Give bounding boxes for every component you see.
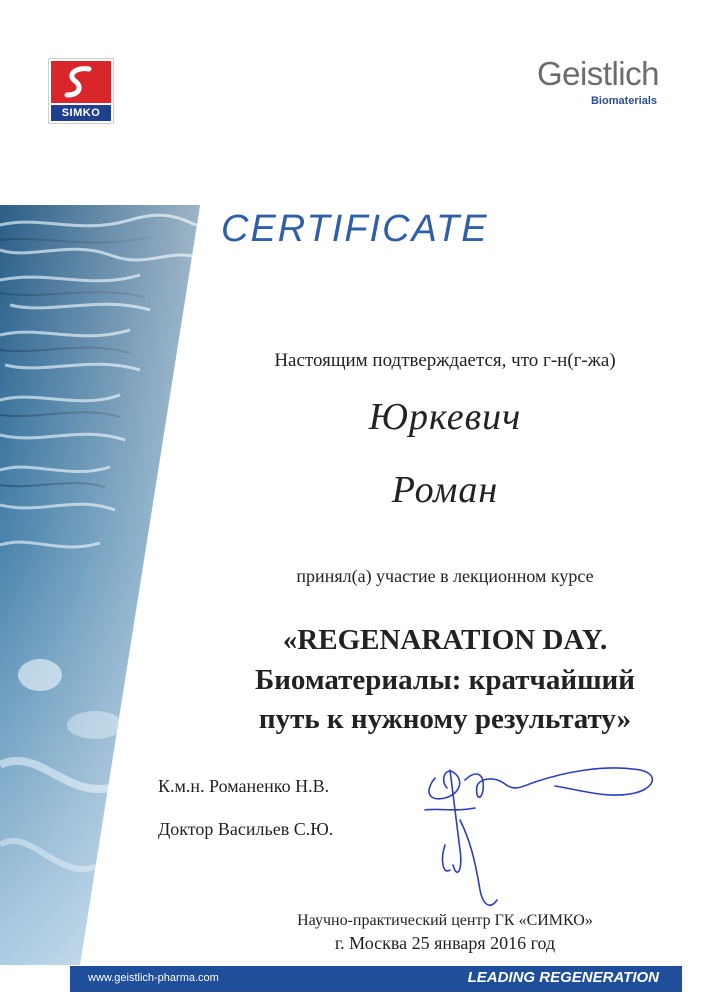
simko-logo [48, 58, 114, 124]
organization-text: Научно-практический центр ГК «СИМКО» [297, 912, 593, 929]
biomaterial-microscopy-image [0, 205, 205, 965]
signer-1: К.м.н. Романенко Н.В. [158, 776, 330, 796]
handwritten-signature [405, 750, 665, 920]
participated-text: принял(а) участие в лекционном курсе [296, 566, 594, 586]
confirm-text: Настоящим подтверждается, что г-н(г-жа) [274, 350, 616, 371]
place-date-text: г. Москва 25 января 2016 год [334, 933, 556, 953]
footer-url: www.geistlich-pharma.com [88, 972, 219, 984]
course-title-line-3: путь к нужному результату» [258, 703, 632, 735]
geistlich-logo-sub: Biomaterials [590, 95, 657, 107]
geistlich-logo-name: Geistlich [536, 55, 659, 92]
simko-s-icon [51, 61, 111, 103]
certificate-title: CERTIFICATE [221, 208, 489, 250]
recipient-first-name: Роман [391, 469, 499, 511]
footer-slogan: LEADING REGENERATION [467, 969, 659, 986]
course-title-line-1: «REGENARATION DAY. [282, 624, 608, 656]
simko-logo-text: SIMKO [51, 105, 111, 121]
recipient-surname: Юркевич [368, 396, 522, 438]
signer-2: Доктор Васильев С.Ю. [158, 819, 334, 839]
course-title-line-2: Биоматериалы: кратчайший [255, 664, 635, 696]
